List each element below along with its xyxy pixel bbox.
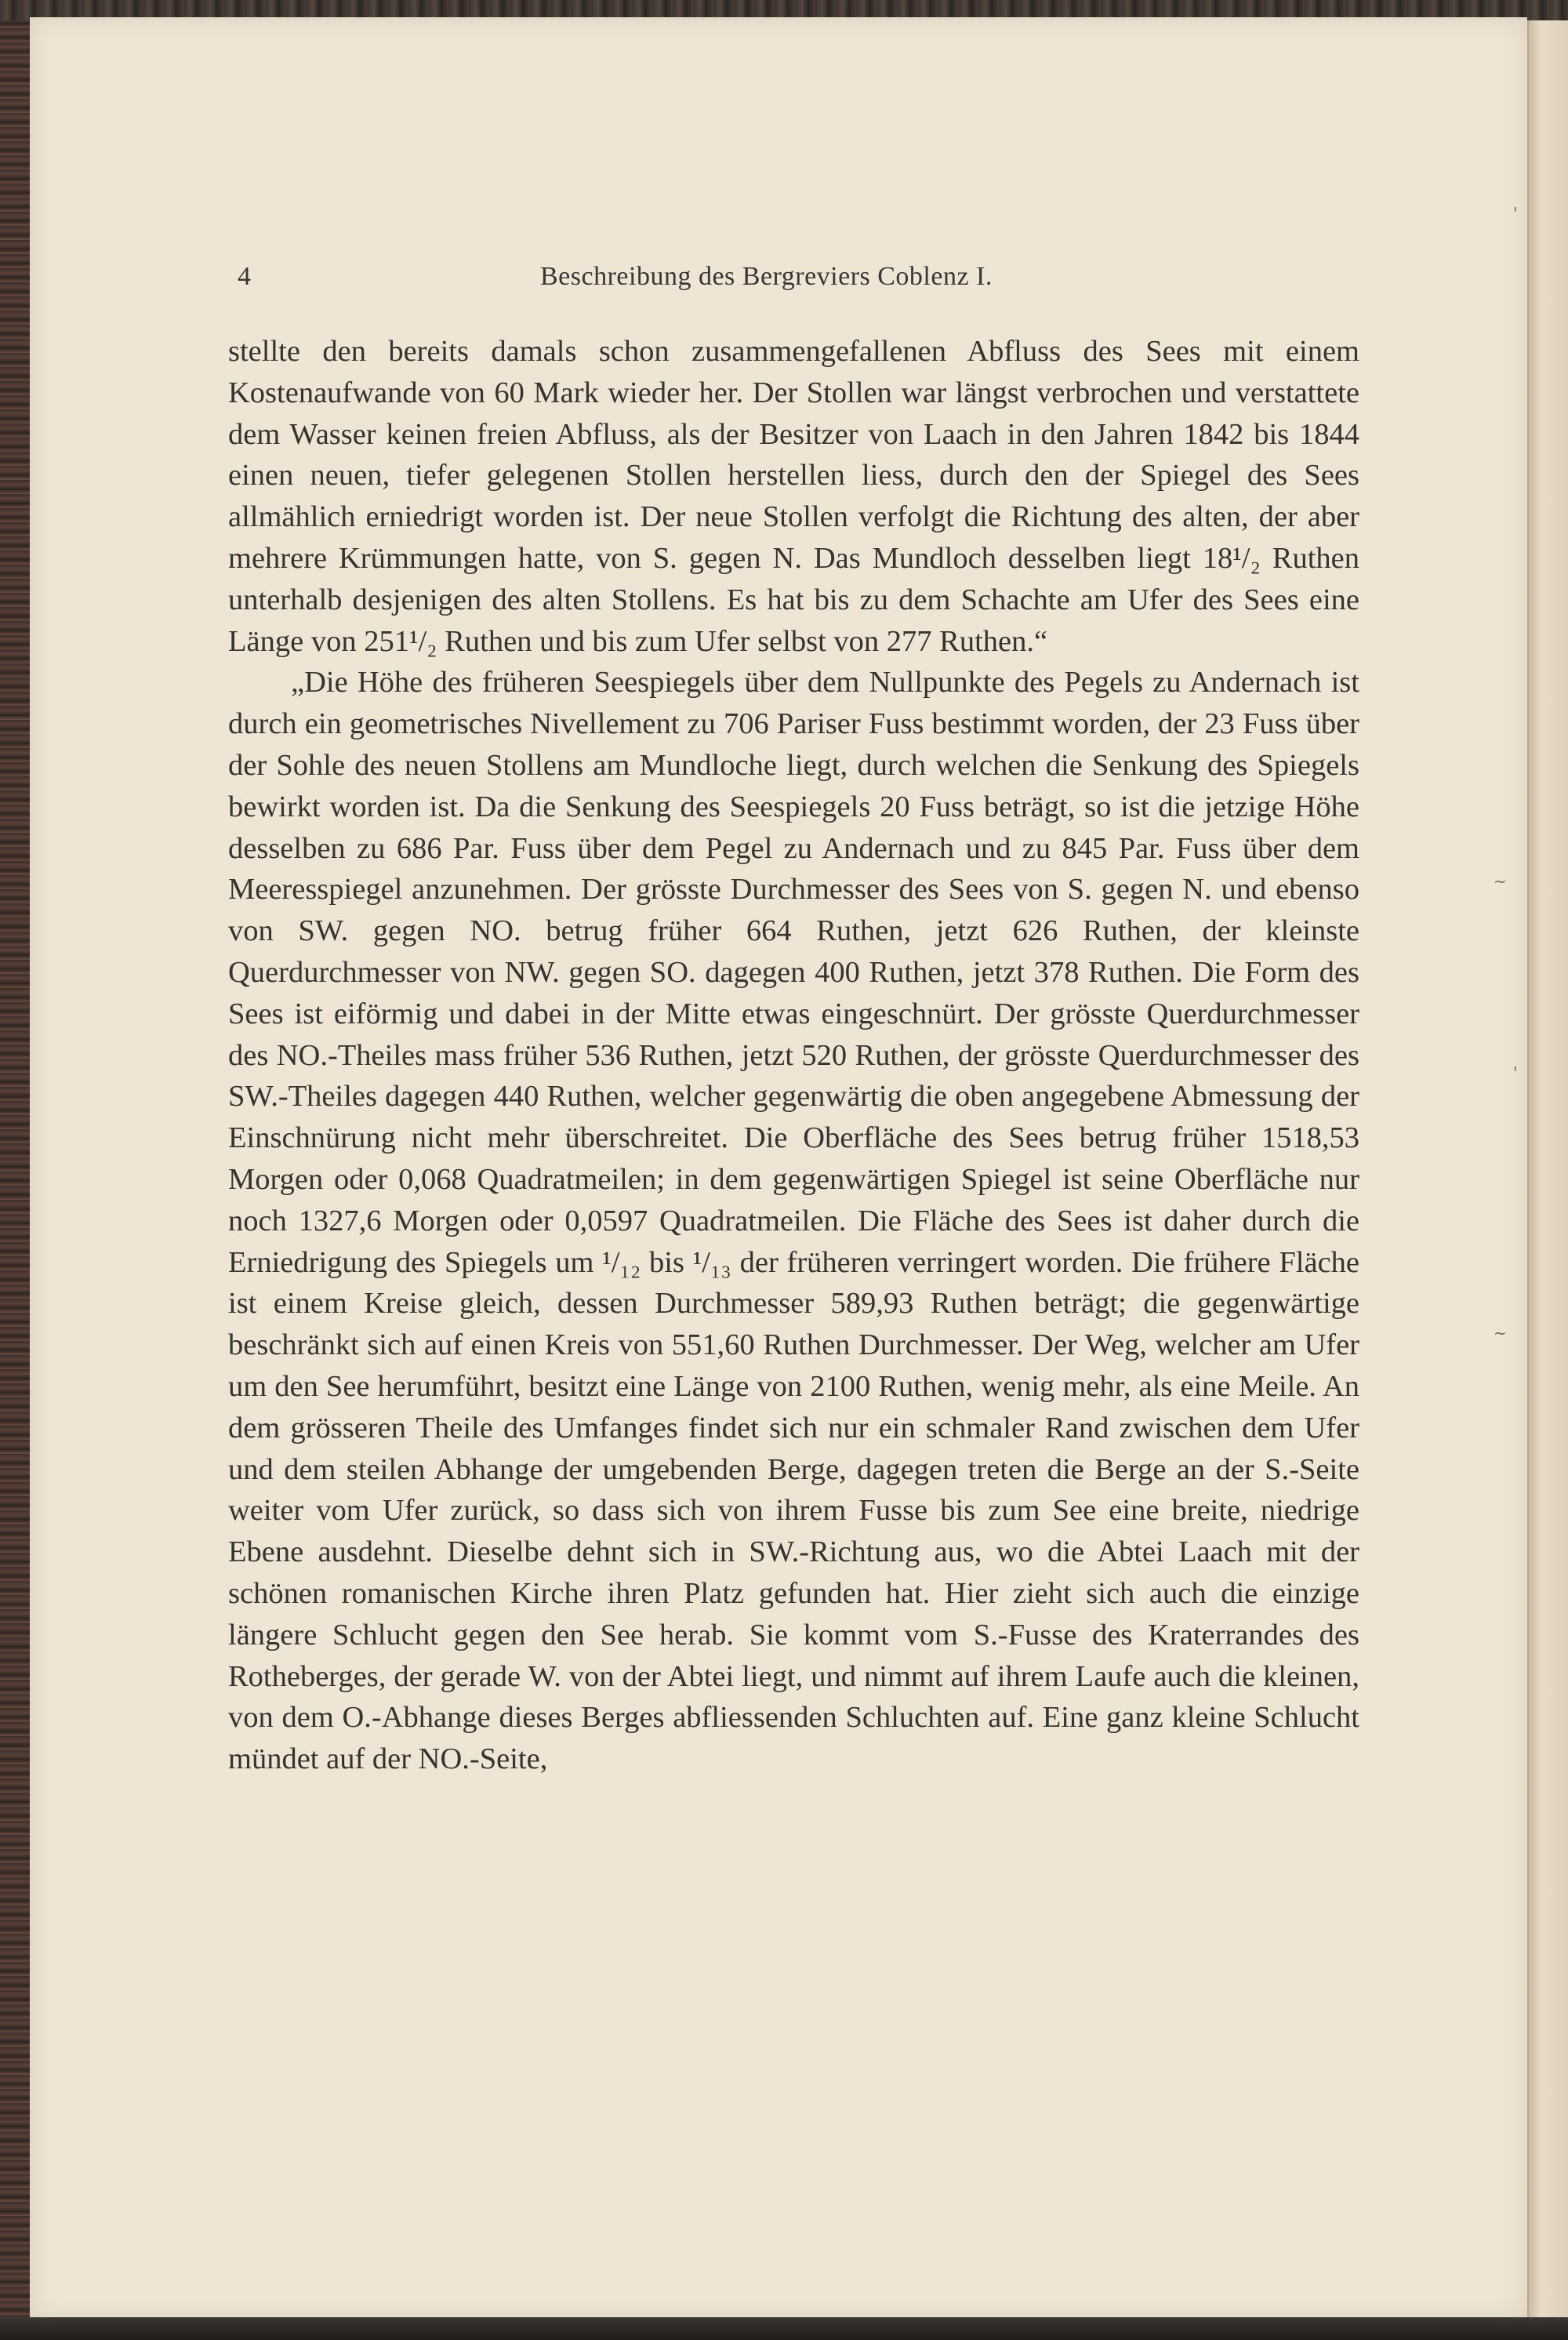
next-page-edge	[1527, 20, 1568, 2318]
body-text	[228, 331, 1359, 1780]
margin-tick-mark: '	[1513, 204, 1518, 223]
book-binding-left	[0, 0, 31, 2340]
margin-smudge-mark: ~	[1494, 872, 1507, 891]
page-number: 4	[238, 262, 251, 291]
book-edge-bottom	[0, 2317, 1568, 2340]
page-header	[238, 262, 1069, 301]
book-page	[30, 17, 1527, 2320]
paragraph-1: stellte den bereits damals schon zusammengefallenen Abfluss des Sees mit einem Kostenaufwande von 60 Mark wieder her. Der Stollen war längst verbrochen und verstattete dem Wasser keinen freien Abfluss, als der Besitzer von Laach in den Jahren 1842 bis 1844 einen neuen, tiefer gelegenen Stollen herstellen liess, durch den der Spiegel des Sees allmählich erniedrigt worden ist. Der neue Stollen verfolgt die Richtung des alten, der aber mehrere Krümmungen hatte, von S. gegen N. Das Mundloch desselben liegt 18¹/₂ Ruthen unterhalb desjenigen des alten Stollens. Es hat bis zu dem Schachte am Ufer des Sees eine Länge von 251¹/₂ Ruthen und bis zum Ufer selbst von 277 Ruthen.“	[228, 335, 1359, 658]
running-title: Beschreibung des Bergreviers Coblenz I.	[540, 262, 993, 291]
margin-smudge-mark: ~	[1494, 1324, 1507, 1343]
paragraph-2: „Die Höhe des früheren Seespiegels über dem Nullpunkte des Pegels zu Andernach ist durch ein geometrisches Nivellement zu 706 Pariser Fuss bestimmt worden, der 23 Fuss über der Sohle des neuen Stollens am Mundloche liegt, durch welchen die Senkung des Spiegels bewirkt worden ist. Da die Senkung des Seespiegels 20 Fuss beträgt, so ist die jetzige Höhe desselben zu 686 Par. Fuss über dem Pegel zu Andernach und zu 845 Par. Fuss über dem Meeresspiegel anzunehmen. Der grösste Durchmesser des Sees von S. gegen N. und ebenso von SW. gegen NO. betrug früher 664 Ruthen, jetzt 626 Ruthen, der kleinste Querdurchmesser von NW. gegen SO. dagegen 400 Ruthen, jetzt 378 Ruthen. Die Form des Sees ist eiförmig und dabei in der Mitte etwas eingeschnürt. Der grösste Querdurchmesser des NO.-Theiles mass früher 536 Ruthen, jetzt 520 Ruthen, der grösste Querdurchmesser des SW.-Theiles dagegen 440 Ruthen, welcher gegenwärtig die oben angegebene Abmessung der Einschnürung nicht mehr überschreitet. Die Oberfläche des Sees betrug früher 1518,53 Morgen oder 0,068 Quadratmeilen; in dem gegenwärtigen Spiegel ist seine Oberfläche nur noch 1327,6 Morgen oder 0,0597 Quadratmeilen. Die Fläche des Sees ist daher durch die Erniedrigung des Spiegels um ¹/₁₂ bis ¹/₁₃ der früheren verringert worden. Die frühere Fläche ist einem Kreise gleich, dessen Durchmesser 589,93 Ruthen beträgt; die gegenwärtige beschränkt sich auf einen Kreis von 551,60 Ruthen Durchmesser. Der Weg, welcher am Ufer um den See herumführt, besitzt eine Länge von 2100 Ruthen, wenig mehr, als eine Meile. An dem grösseren Theile des Umfanges findet sich nur ein schmaler Rand zwischen dem Ufer und dem steilen Abhange der umgebenden Berge, dagegen treten die Berge an der S.-Seite weiter vom Ufer zurück, so dass sich von ihrem Fusse bis zum See eine breite, niedrige Ebene ausdehnt. Dieselbe dehnt sich in SW.-Richtung aus, wo die Abtei Laach mit der schönen romanischen Kirche ihren Platz gefunden hat. Hier zieht sich auch die einzige längere Schlucht gegen den See herab. Sie kommt vom S.-Fusse des Kraterrandes des Rotheberges, der gerade W. von der Abtei liegt, und nimmt auf ihrem Laufe auch die kleinen, von dem O.-Abhange dieses Berges abfliessenden Schluchten auf. Eine ganz kleine Schlucht mündet auf der NO.-Seite,	[228, 666, 1359, 1776]
margin-tick-mark: '	[1513, 1063, 1518, 1082]
